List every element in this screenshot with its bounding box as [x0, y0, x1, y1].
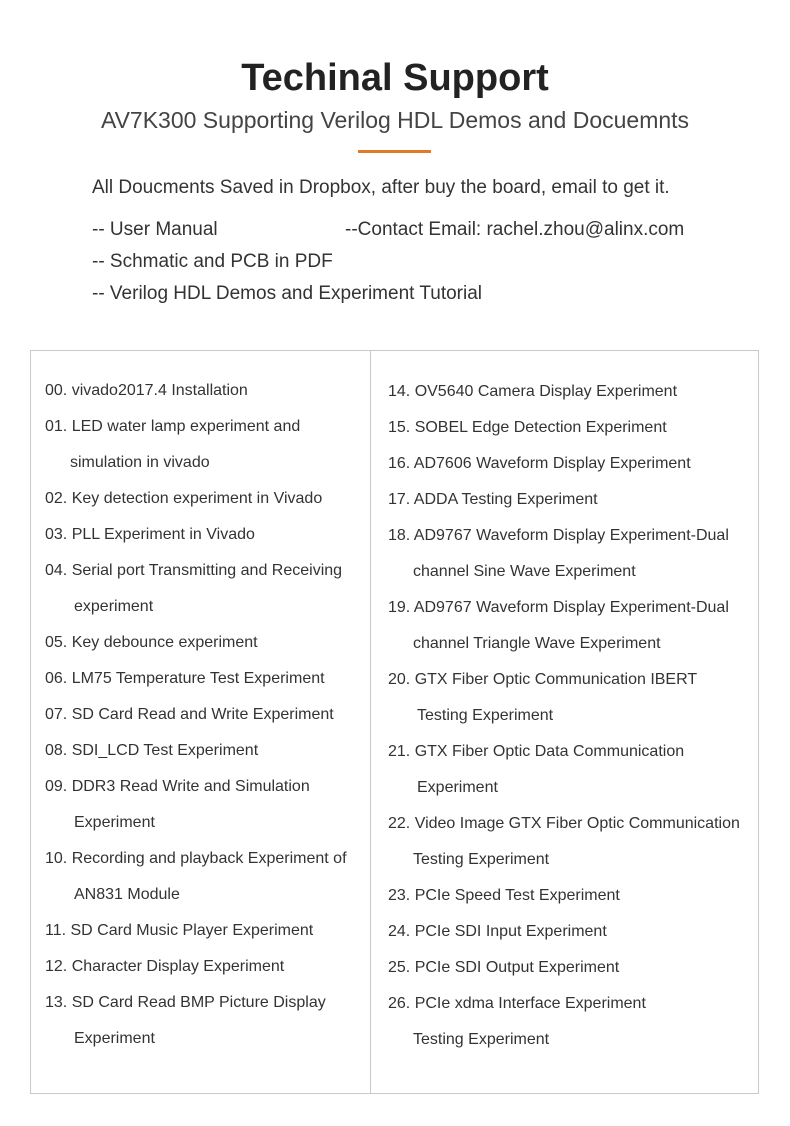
- item-text-continued: Experiment: [74, 1030, 155, 1047]
- item-text-continued: experiment: [74, 598, 154, 615]
- item-text: 03. PLL Experiment in Vivado: [45, 526, 255, 543]
- list-item: [388, 590, 756, 662]
- item-text: 23. PCIe Speed Test Experiment: [388, 887, 620, 904]
- list-item: [388, 446, 756, 482]
- item-text: 04. Serial port Transmitting and Receiving: [45, 562, 343, 579]
- item-text: 21. GTX Fiber Optic Data Communication: [388, 743, 685, 760]
- doc-user-manual: -- User Manual: [92, 219, 218, 240]
- list-item: [388, 806, 756, 878]
- item-text-continued: Experiment: [417, 779, 498, 796]
- item-text-continued: Experiment: [74, 814, 155, 831]
- list-item: [45, 661, 365, 697]
- item-text: 05. Key debounce experiment: [45, 634, 258, 651]
- item-text: 19. AD9767 Waveform Display Experiment-Dual: [388, 599, 729, 616]
- list-item: [388, 374, 756, 410]
- list-item: [45, 841, 365, 913]
- item-text: 00. vivado2017.4 Installation: [45, 382, 248, 399]
- item-text: 16. AD7606 Waveform Display Experiment: [388, 455, 691, 472]
- doc-verilog-demos: -- Verilog HDL Demos and Experiment Tutorial: [92, 283, 483, 304]
- item-text: 07. SD Card Read and Write Experiment: [45, 706, 334, 723]
- doc-schematic-pcb: -- Schmatic and PCB in PDF: [92, 251, 333, 272]
- list-item: [388, 914, 756, 950]
- list-item: [45, 733, 365, 769]
- item-text-continued: channel Sine Wave Experiment: [413, 563, 636, 580]
- list-item: [388, 878, 756, 914]
- list-item: [45, 625, 365, 661]
- list-item: [45, 913, 365, 949]
- item-text: 24. PCIe SDI Input Experiment: [388, 923, 607, 940]
- list-item: [45, 373, 365, 409]
- item-text-continued: Testing Experiment: [413, 851, 550, 868]
- experiment-list-left: [45, 373, 365, 1057]
- item-text: 08. SDI_LCD Test Experiment: [45, 742, 259, 759]
- item-text: 10. Recording and playback Experiment of: [45, 850, 347, 867]
- item-text: 12. Character Display Experiment: [45, 958, 285, 975]
- page-subtitle: AV7K300 Supporting Verilog HDL Demos and Docuemnts: [100, 107, 690, 133]
- list-item: [45, 517, 365, 553]
- item-text: 17. ADDA Testing Experiment: [388, 491, 598, 508]
- item-text: 01. LED water lamp experiment and: [45, 418, 301, 435]
- list-item: [388, 482, 756, 518]
- experiment-table: [30, 350, 759, 1094]
- item-text-continued: AN831 Module: [74, 886, 180, 903]
- item-text: 13. SD Card Read BMP Picture Display: [45, 994, 326, 1011]
- item-text: 26. PCIe xdma Interface Experiment: [388, 995, 646, 1012]
- list-item: [45, 553, 365, 625]
- item-text: 02. Key detection experiment in Vivado: [45, 490, 323, 507]
- list-item: [45, 481, 365, 517]
- list-item: [45, 769, 365, 841]
- contact-email: --Contact Email: rachel.zhou@alinx.com: [345, 219, 685, 240]
- item-text: 15. SOBEL Edge Detection Experiment: [388, 419, 667, 436]
- column-divider: [370, 351, 371, 1093]
- item-text: 09. DDR3 Read Write and Simulation: [45, 778, 310, 795]
- intro-text: All Doucments Saved in Dropbox, after buy the board, email to get it.: [92, 177, 670, 198]
- item-text: 14. OV5640 Camera Display Experiment: [388, 383, 678, 400]
- item-text: 18. AD9767 Waveform Display Experiment-Dual: [388, 527, 729, 544]
- list-item: [388, 518, 756, 590]
- item-text: 25. PCIe SDI Output Experiment: [388, 959, 620, 976]
- item-text-continued: Testing Experiment: [417, 707, 554, 724]
- item-text-continued: channel Triangle Wave Experiment: [413, 635, 661, 652]
- list-item: [388, 734, 756, 806]
- list-item: [45, 985, 365, 1057]
- list-item: [45, 409, 365, 481]
- item-text: 22. Video Image GTX Fiber Optic Communication: [388, 815, 740, 832]
- list-item: [388, 950, 756, 986]
- item-text: 11. SD Card Music Player Experiment: [45, 922, 314, 939]
- list-item: [45, 949, 365, 985]
- list-item: [388, 986, 756, 1058]
- title-divider: [358, 150, 431, 153]
- page-title: Techinal Support: [241, 57, 549, 99]
- item-text-continued: simulation in vivado: [70, 454, 210, 471]
- list-item: [388, 410, 756, 446]
- item-text: 06. LM75 Temperature Test Experiment: [45, 670, 325, 687]
- experiment-list-right: [388, 374, 756, 1058]
- list-item: [388, 662, 756, 734]
- item-text-continued: Testing Experiment: [413, 1031, 550, 1048]
- list-item: [45, 697, 365, 733]
- item-text: 20. GTX Fiber Optic Communication IBERT: [388, 671, 698, 688]
